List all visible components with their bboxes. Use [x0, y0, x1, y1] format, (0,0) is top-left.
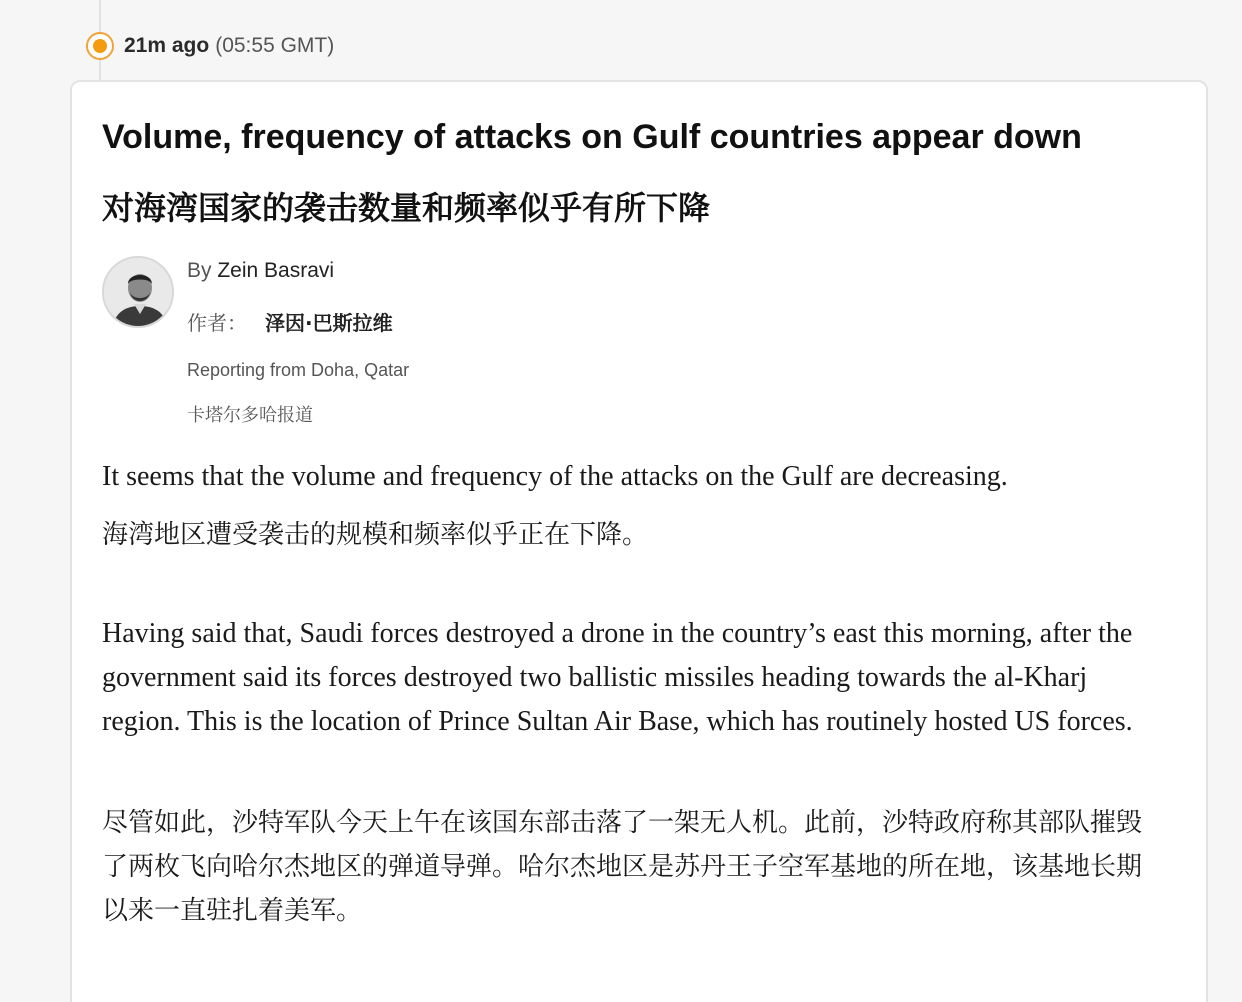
author-photo	[104, 258, 174, 328]
post-headline-translation: 对海湾国家的袭击数量和频率似乎有所下降	[102, 189, 711, 227]
post-card	[70, 80, 1208, 1002]
byline-prefix: By	[187, 259, 212, 282]
post-headline: Volume, frequency of attacks on Gulf countries appear down	[102, 118, 1082, 156]
reporting-location: Reporting from Doha, Qatar	[187, 360, 410, 380]
reporting-location-translation: 卡塔尔多哈报道	[187, 405, 313, 426]
author-avatar[interactable]	[102, 256, 174, 328]
paragraph-1-translation: 海湾地区遭受袭击的规模和频率似乎正在下降。	[102, 520, 649, 550]
live-dot-core	[93, 39, 107, 53]
timeline-line	[99, 0, 101, 34]
paragraph-1: It seems that the volume and frequency of the attacks on the Gulf are decreasing.	[102, 461, 1008, 492]
paragraph-2-translation: 尽管如此，沙特军队今天上午在该国东部击落了一架无人机。此前，沙特政府称其部队摧毁了两枚飞向哈尔杰地区的弹道导弹。哈尔杰地区是苏丹王子空军基地的所在地，该基地长期以来一直驻扎着美军。	[102, 808, 1143, 926]
timeline-line	[99, 58, 101, 80]
time-ago: 21m ago	[124, 34, 210, 57]
author-byline	[187, 259, 334, 283]
author-name-translation: 泽因·巴斯拉维	[265, 311, 393, 335]
author-byline-translation	[187, 307, 393, 336]
time-exact: (05:55 GMT)	[215, 34, 335, 57]
author-name[interactable]: Zein Basravi	[217, 259, 335, 282]
paragraph-2: Having said that, Saudi forces destroyed a drone in the country’s east this morning, after the government said its forces destroyed two ballistic missiles heading towards the al-Kharj region. This is the location of Prince Sultan Air Base, which has routinely hosted US forces.	[102, 618, 1133, 737]
post-timestamp	[86, 31, 334, 61]
byline-prefix-translation: 作者：	[187, 311, 247, 335]
live-dot-icon	[86, 32, 114, 60]
